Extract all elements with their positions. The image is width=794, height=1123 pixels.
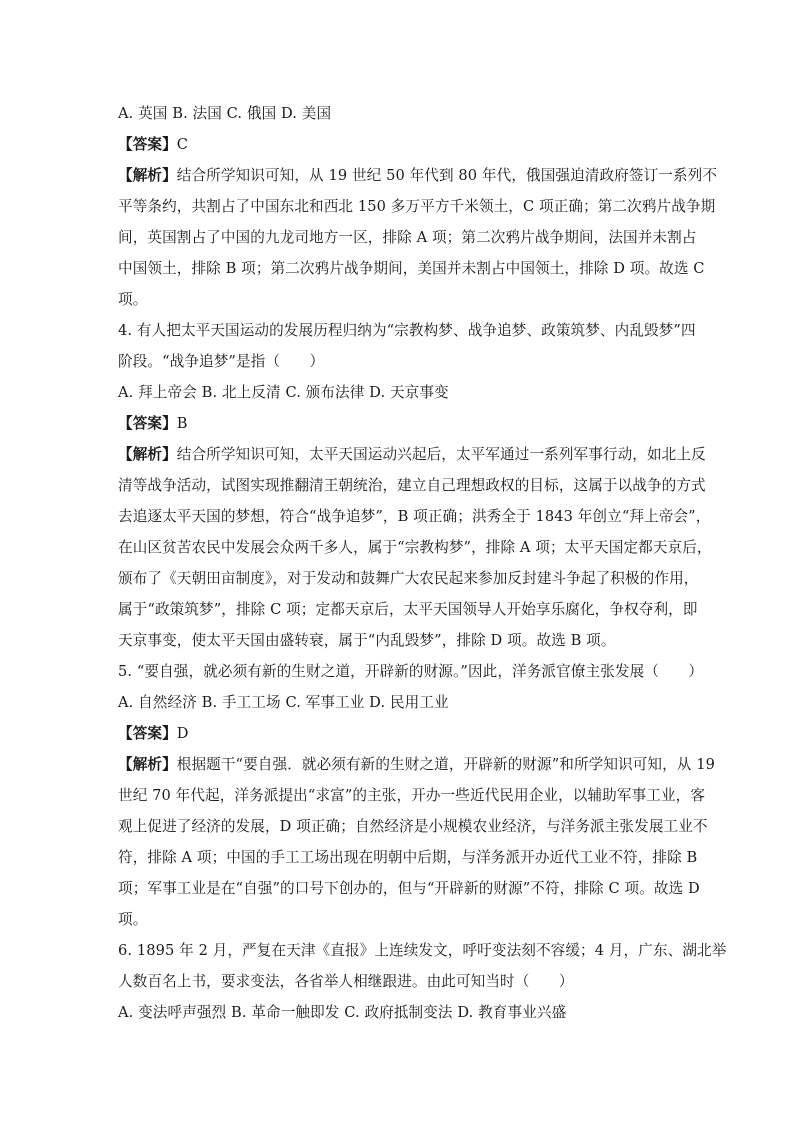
answer-value: B [176,415,188,432]
q5-options: A. 自然经济 B. 手工工场 C. 军事工业 D. 民用工业 [118,694,449,711]
analysis-label: 【解析】 [118,446,177,463]
q3-analysis-line: 项。 [118,291,148,308]
analysis-label: 【解析】 [118,756,177,773]
q5-answer [118,718,678,749]
analysis-label: 【解析】 [118,167,177,184]
document-page [118,98,727,1028]
q3-analysis-line: 平等条约，共割占了中国东北和西北 150 多万平方千米领土，C 项正确；第二次鸦片战争期 [118,198,716,215]
q3-analysis-line: 间，英国割占了中国的九龙司地方一区，排除 A 项；第二次鸦片战争期间，法国并未割占 [118,229,697,246]
answer-value: D [176,725,189,742]
q4-answer [118,408,678,439]
q4-options: A. 拜上帝会 B. 北上反清 C. 颁布法律 D. 天京事变 [118,384,449,401]
q6-stem-line: 6. 1895 年 2 月，严复在天津《直报》上连续发文，呼吁变法刻不容缓；4 月，广东、湖北举 [118,942,727,959]
q6-stem-line: 人数百名上书，要求变法，各省举人相继跟进。由此可知当时（ ） [118,973,574,990]
q6-options: A. 变法呼声强烈 B. 革命一触即发 C. 政府抵制变法 D. 教育事业兴盛 [118,1004,567,1021]
q3-analysis-line [118,160,718,191]
q3-answer [118,129,678,160]
q5-analysis-line: 项；军事工业是在“自强”的口号下创办的，但与“开辟新的财源”不符，排除 C 项。故选 D [118,880,700,897]
q4-analysis-line [118,439,706,470]
q5-analysis-line: 符，排除 A 项；中国的手工工场出现在明朝中后期，与洋务派开办近代工业不符，排除 B [118,849,698,866]
q5-analysis-line: 世纪 70 年代起，洋务派提出“求富”的主张，开办一些近代民用企业，以辅助军事工业，客 [118,787,706,804]
q4-analysis-line: 颁布了《天朝田亩制度》，对于发动和鼓舞广大农民起来参加反封建斗争起了积极的作用， [118,570,699,587]
q5-analysis-line [118,749,716,780]
q5-stem: 5. “要自强，就必须有新的生财之道，开辟新的财源。”因此，洋务派官僚主张发展（ ） [118,663,704,680]
q4-stem-line: 4. 有人把太平天国运动的发展历程归纳为“宗教构梦、战争追梦、政策筑梦、内乱毁梦”四 [118,322,696,339]
q3-analysis-line: 中国领土，排除 B 项；第二次鸦片战争期间，美国并未割占中国领土，排除 D 项。故选 C [118,260,705,277]
analysis-text: 根据题干“要自强．就必须有新的生财之道，开辟新的财源”和所学知识可知，从 19 [176,756,716,773]
q4-stem-line: 阶段。“战争追梦”是指（ ） [118,353,325,370]
analysis-text: 结合所学知识可知，太平天国运动兴起后，太平军通过一系列军事行动，如北上反 [176,446,706,463]
answer-label: 【答案】 [118,136,177,153]
q3-options: A. 英国 B. 法国 C. 俄国 D. 美国 [118,105,332,122]
q4-analysis-line: 在山区贫苦农民中发展会众两千多人，属于“宗教构梦”，排除 A 项；太平天国定都天京后， [118,539,712,556]
q4-analysis-line: 清等战争活动，试图实现推翻清王朝统治，建立自己理想政权的目标，这属于以战争的方式 [118,477,706,494]
analysis-text: 结合所学知识可知，从 19 世纪 50 年代到 80 年代，俄国强迫清政府签订一系列不 [176,167,718,184]
q5-analysis-line: 观上促进了经济的发展，D 项正确；自然经济是小规模农业经济，与洋务派主张发展工业不 [118,818,708,835]
answer-value: C [176,136,189,153]
q4-analysis-line: 属于“政策筑梦”，排除 C 项；定都天京后，太平天国领导人开始享乐腐化，争权夺利，即 [118,601,698,618]
answer-label: 【答案】 [118,415,177,432]
q4-analysis-line: 天京事变，使太平天国由盛转衰，属于“内乱毁梦”，排除 D 项。故选 B 项。 [118,632,616,649]
q5-analysis-line: 项。 [118,911,148,928]
q4-analysis-line: 去追逐太平天国的梦想，符合“战争追梦”，B 项正确；洪秀全于 1843 年创立“拜上帝会”， [118,508,711,525]
answer-label: 【答案】 [118,725,177,742]
